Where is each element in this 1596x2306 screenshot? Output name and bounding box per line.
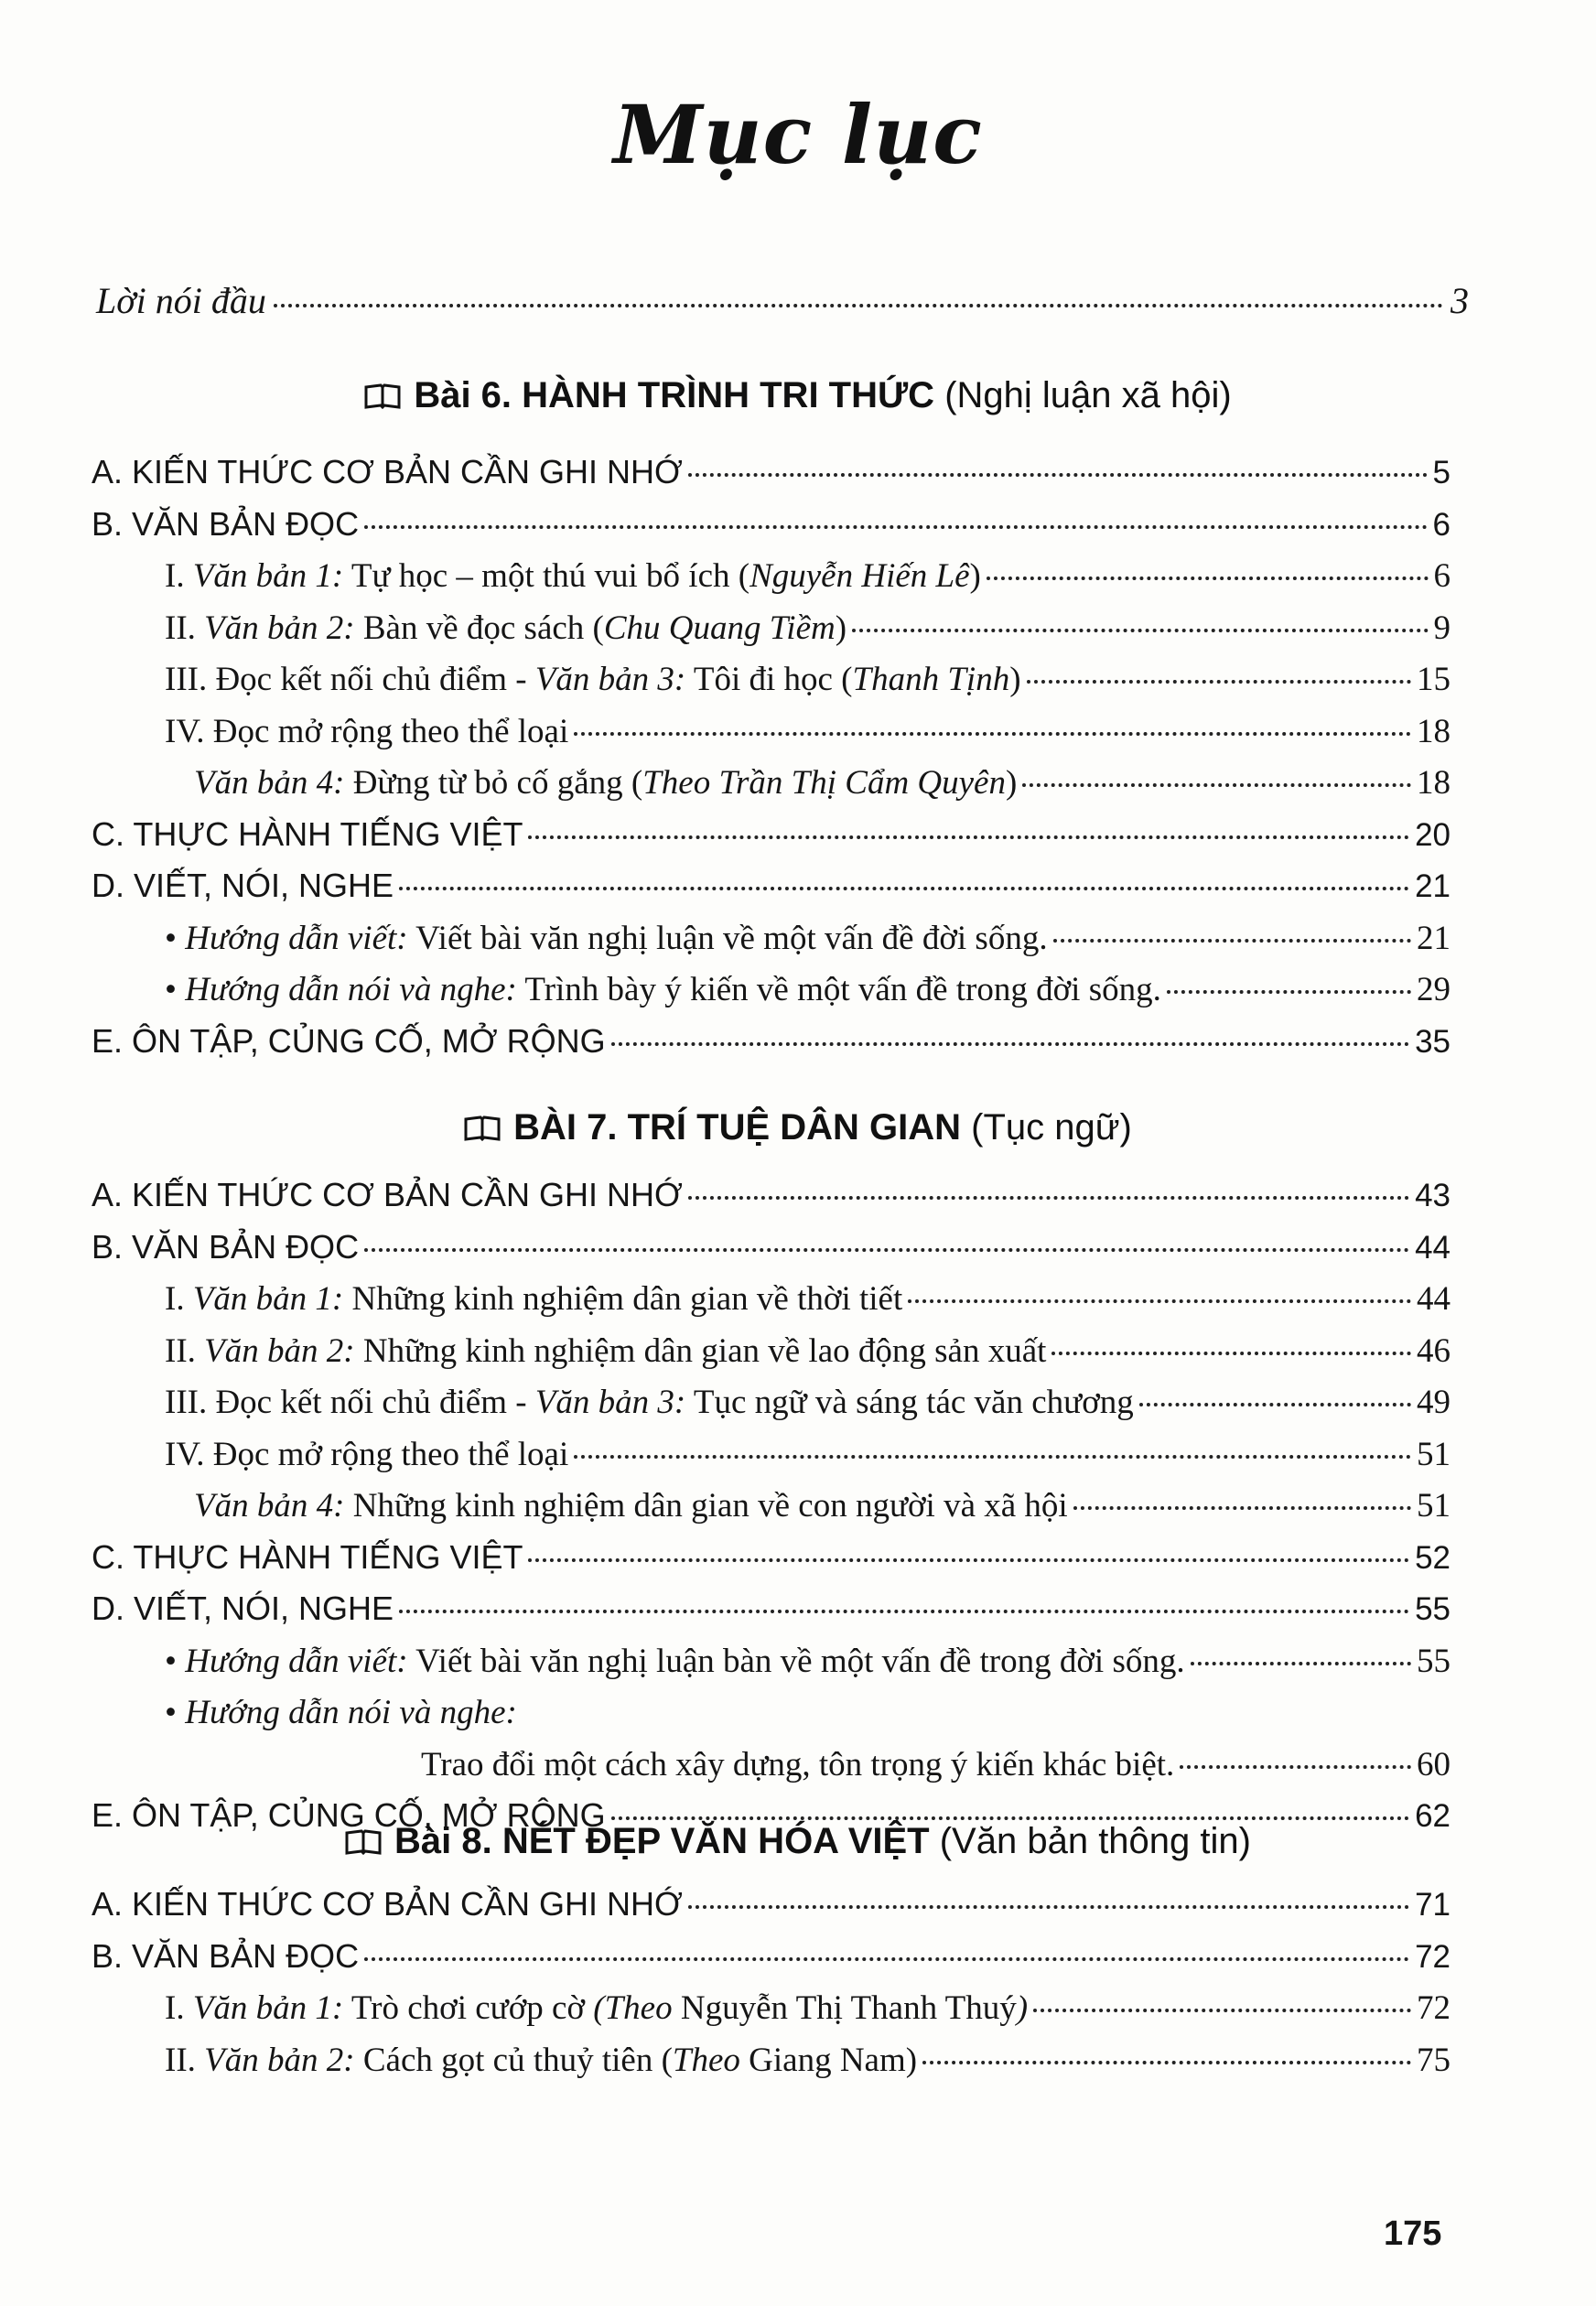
toc-entry-page: 71 xyxy=(1415,1887,1450,1923)
dot-leader xyxy=(987,576,1429,580)
entry-text-part: ) xyxy=(1009,661,1021,698)
entry-text-part: D. VIẾT, NÓI, NGHE xyxy=(92,867,394,904)
entry-text-part: ) xyxy=(835,609,847,647)
entry-text-part: Nguyễn Hiến Lê xyxy=(749,557,970,595)
toc-entry xyxy=(165,660,1450,704)
toc-entry xyxy=(165,970,1450,1014)
toc-entry-page: 21 xyxy=(1415,868,1450,904)
entry-text-part: ) xyxy=(1005,764,1018,802)
entry-text-part: Hướng dẫn viết: xyxy=(185,919,408,957)
entry-text-part: C. THỰC HÀNH TIẾNG VIỆT xyxy=(92,1537,523,1576)
entry-text-part: Nguyễn Thị Thanh Thuý xyxy=(672,1989,1017,2027)
toc-entry xyxy=(165,1383,1450,1427)
section-genre: (Tục ngữ) xyxy=(971,1107,1132,1148)
dot-leader xyxy=(908,1299,1411,1303)
toc-entry-text xyxy=(165,1331,1046,1371)
toc-entry-text xyxy=(92,1589,394,1628)
toc-entry xyxy=(165,1331,1450,1375)
dot-leader xyxy=(1033,2009,1411,2012)
toc-entry xyxy=(165,556,1450,600)
section-heading xyxy=(0,1107,1596,1148)
entry-text-part: A. KIẾN THỨC CƠ BẢN CẦN GHI NHỚ xyxy=(92,1176,683,1213)
entry-text-part: Hướng dẫn viết: xyxy=(185,1642,408,1680)
dot-leader xyxy=(852,629,1428,632)
entry-text-part: Những kinh nghiệm dân gian về thời tiết xyxy=(343,1280,903,1318)
toc-entry xyxy=(165,1279,1450,1323)
dot-leader xyxy=(364,525,1427,529)
toc-entry-text xyxy=(92,815,523,854)
toc-entry-text xyxy=(165,1435,568,1474)
toc-entry xyxy=(92,1176,1450,1220)
entry-text-part: E. ÔN TẬP, CỦNG CỐ, MỞ RỘNG xyxy=(92,1021,606,1060)
toc-entry-page: 51 xyxy=(1417,1487,1450,1525)
dot-leader xyxy=(922,2061,1411,2064)
toc-entry-page: 15 xyxy=(1417,661,1450,698)
entry-text-part: ) xyxy=(969,557,981,595)
entry-text-part: Tự học – một thú vui bổ ích ( xyxy=(343,557,750,595)
toc-entry-page: 18 xyxy=(1417,764,1450,802)
toc-entry xyxy=(165,1435,1450,1479)
toc-entry-text xyxy=(165,970,1161,1009)
entry-text-part: Văn bản 1: xyxy=(192,1989,344,2027)
entry-text-part: • xyxy=(165,1642,186,1680)
entry-text-part: B. VĂN BẢN ĐỌC xyxy=(92,1227,360,1266)
entry-text-part: Thanh Tịnh xyxy=(852,661,1010,698)
entry-text-part: Văn bản 3: xyxy=(534,661,686,698)
entry-text-part: (Theo xyxy=(593,1989,673,2027)
dot-leader xyxy=(1073,1506,1411,1510)
preface-page: 3 xyxy=(1450,280,1469,321)
entry-text-part: Văn bản 1: xyxy=(192,1280,344,1318)
toc-entry-page: 51 xyxy=(1417,1435,1450,1473)
toc-entry xyxy=(92,505,1450,549)
dot-leader xyxy=(364,1248,1409,1252)
entry-text-part: Văn bản 4: xyxy=(194,1487,345,1525)
toc-entry xyxy=(165,712,1450,756)
toc-entry-text xyxy=(165,712,568,751)
entry-text-part: Viết bài văn nghị luận bàn về một vấn đề trong đời sống. xyxy=(407,1642,1185,1680)
toc-entry-page: 6 xyxy=(1432,506,1450,543)
section-title: Bài 8. NÉT ĐẸP VĂN HÓA VIỆT xyxy=(394,1821,930,1861)
entry-text-part: D. VIẾT, NÓI, NGHE xyxy=(92,1589,394,1627)
entry-text-part: Tục ngữ và sáng tác văn chương xyxy=(685,1384,1134,1421)
entry-text-part: Những kinh nghiệm dân gian về con người và xã hội xyxy=(344,1487,1068,1525)
toc-entry-text xyxy=(92,1228,359,1266)
entry-text-part: Văn bản 2: xyxy=(204,2041,355,2079)
dot-leader xyxy=(1051,1352,1411,1355)
entry-text-part: Viết bài văn nghị luận về một vấn đề đời sống. xyxy=(407,919,1048,957)
entry-text-part: Hướng dẫn nói và nghe: xyxy=(185,1694,517,1731)
toc-entry-page: 9 xyxy=(1433,609,1450,647)
entry-text-part: A. KIẾN THỨC CƠ BẢN CẦN GHI NHỚ xyxy=(92,1885,683,1923)
entry-text-part: Văn bản 1: xyxy=(192,557,344,595)
section-title: BÀI 7. TRÍ TUỆ DÂN GIAN xyxy=(513,1107,962,1148)
toc-entry-text xyxy=(92,1022,606,1061)
dot-leader xyxy=(1191,1662,1411,1665)
toc-entry-page: 29 xyxy=(1417,971,1450,1008)
toc-entry-text xyxy=(165,1693,517,1732)
toc-entry xyxy=(92,1022,1450,1066)
toc-entry-page: 18 xyxy=(1417,712,1450,750)
dot-leader xyxy=(1180,1765,1411,1769)
dot-leader xyxy=(688,1905,1409,1909)
toc-entry-text xyxy=(92,1538,523,1577)
dot-leader xyxy=(274,304,1443,307)
dot-leader xyxy=(1139,1403,1411,1406)
dot-leader xyxy=(1027,680,1411,684)
dot-leader xyxy=(574,732,1411,736)
toc-entry-text xyxy=(165,919,1048,958)
toc-entry-text xyxy=(92,1176,683,1214)
toc-entry-text xyxy=(421,1745,1174,1784)
toc-entry-page: 72 xyxy=(1417,1989,1450,2027)
toc-entry-text xyxy=(92,1885,683,1923)
book-icon xyxy=(464,1109,501,1135)
toc-entry-page: 5 xyxy=(1432,455,1450,490)
toc-entry xyxy=(194,763,1450,807)
toc-entry xyxy=(92,815,1450,859)
toc-entry-page: 55 xyxy=(1417,1642,1450,1680)
dot-leader xyxy=(1022,783,1411,787)
entry-text-part: II. xyxy=(165,2041,205,2079)
toc-entry-page: 62 xyxy=(1415,1798,1450,1834)
toc-entry-page: 49 xyxy=(1417,1384,1450,1421)
toc-entry xyxy=(194,1486,1450,1530)
dot-leader xyxy=(611,1816,1409,1820)
entry-text-part: Giang Nam) xyxy=(739,2041,918,2079)
page-number: 175 xyxy=(1384,2214,1442,2253)
toc-entry-page: 46 xyxy=(1417,1331,1450,1370)
toc-entry xyxy=(165,1988,1450,2032)
toc-entry xyxy=(165,609,1450,652)
entry-text-part: Hướng dẫn nói và nghe: xyxy=(185,971,517,1008)
entry-text-part: C. THỰC HÀNH TIẾNG VIỆT xyxy=(92,814,523,853)
toc-entry-text xyxy=(92,505,359,544)
dot-leader xyxy=(688,473,1428,477)
book-icon xyxy=(364,377,401,403)
toc-entry xyxy=(92,453,1450,497)
toc-entry-text xyxy=(92,867,394,905)
entry-text-part: II. xyxy=(165,1331,205,1370)
toc-entry-page: 55 xyxy=(1415,1591,1450,1627)
toc-entry-page: 20 xyxy=(1415,816,1450,853)
entry-text-part: Theo Trần Thị Cẩm Quyên xyxy=(642,764,1006,802)
toc-entry-page: 43 xyxy=(1415,1178,1450,1213)
toc-entry-text xyxy=(165,2041,917,2080)
entry-text-part: Văn bản 3: xyxy=(534,1384,686,1421)
toc-entry xyxy=(92,1228,1450,1272)
toc-entry xyxy=(92,1538,1450,1582)
toc-entry-text xyxy=(165,1279,902,1319)
entry-text-part: Văn bản 4: xyxy=(194,764,345,802)
entry-text-part: III. Đọc kết nối chủ điểm - xyxy=(165,1384,535,1421)
toc-entry xyxy=(92,1885,1450,1929)
toc-entry-page: 52 xyxy=(1415,1539,1450,1576)
toc-entry-text xyxy=(194,1486,1068,1525)
dot-leader xyxy=(688,1196,1409,1200)
entry-text-part: • xyxy=(165,971,186,1008)
entry-text-part: Đừng từ bỏ cố gắng ( xyxy=(344,764,643,802)
section-heading xyxy=(0,1821,1596,1862)
entry-text-part: Những kinh nghiệm dân gian về lao động sản xuất xyxy=(354,1331,1047,1370)
toc-entry-text xyxy=(92,453,683,491)
page-title: Mục lục xyxy=(613,87,983,182)
toc-entry-text xyxy=(92,1937,359,1976)
entry-text-part: Văn bản 2: xyxy=(204,1331,355,1370)
entry-text-part: II. xyxy=(165,609,205,647)
entry-text-part: • xyxy=(165,919,186,957)
toc-entry xyxy=(92,867,1450,911)
section-genre: (Văn bản thông tin) xyxy=(939,1821,1251,1861)
toc-entry-page: 60 xyxy=(1417,1745,1450,1783)
toc-entry xyxy=(92,1589,1450,1633)
toc-entry-text xyxy=(165,660,1021,699)
dot-leader xyxy=(611,1042,1409,1046)
toc-entry-text xyxy=(165,1988,1028,2028)
toc-entry-page: 72 xyxy=(1415,1938,1450,1975)
entry-text-part: IV. Đọc mở rộng theo thể loại xyxy=(165,1435,569,1473)
section-heading xyxy=(0,375,1596,416)
toc-entry xyxy=(165,1642,1450,1686)
entry-text-part: • xyxy=(165,1694,186,1731)
toc-entry xyxy=(92,1937,1450,1981)
entry-text-part: Trò chơi cướp cờ xyxy=(343,1989,594,2027)
entry-text-part: E. ÔN TẬP, CỦNG CỐ, MỞ RỘNG xyxy=(92,1796,606,1834)
entry-text-part: I. xyxy=(165,1280,193,1318)
toc-entry xyxy=(165,1693,1450,1737)
entry-text-part: Trình bày ý kiến về một vấn đề trong đời sống. xyxy=(516,971,1161,1008)
dot-leader xyxy=(528,1558,1409,1562)
dot-leader xyxy=(1167,990,1411,994)
entry-text-part: B. VĂN BẢN ĐỌC xyxy=(92,1936,360,1975)
entry-text-part: I. xyxy=(165,1989,193,2027)
dot-leader xyxy=(528,835,1409,839)
toc-entry-page: 21 xyxy=(1417,919,1450,957)
entry-text-part: I. xyxy=(165,557,193,595)
toc-entry-page: 44 xyxy=(1415,1229,1450,1266)
dot-leader xyxy=(399,887,1409,890)
preface-label: Lời nói đầu xyxy=(96,280,266,321)
entry-text-part: A. KIẾN THỨC CƠ BẢN CẦN GHI NHỚ xyxy=(92,453,683,490)
book-icon xyxy=(345,1823,382,1848)
entry-text-part: Văn bản 2: xyxy=(204,609,355,647)
entry-text-part: ) xyxy=(1016,1989,1029,2027)
toc-entry-page: 35 xyxy=(1415,1023,1450,1060)
entry-text-part: Tôi đi học ( xyxy=(685,661,853,698)
toc-entry-text xyxy=(165,1383,1134,1422)
toc-entry-text xyxy=(165,609,847,648)
toc-entry-text xyxy=(165,556,981,596)
entry-text-part: IV. Đọc mở rộng theo thể loại xyxy=(165,712,569,750)
toc-entry xyxy=(165,2041,1450,2085)
dot-leader xyxy=(399,1610,1409,1613)
toc-entry xyxy=(421,1745,1450,1789)
entry-text-part: Cách gọt củ thuỷ tiên ( xyxy=(354,2041,673,2079)
dot-leader xyxy=(364,1957,1409,1961)
section-genre: (Nghị luận xã hội) xyxy=(944,375,1232,415)
section-title: Bài 6. HÀNH TRÌNH TRI THỨC xyxy=(414,375,935,415)
toc-entry-page: 6 xyxy=(1433,557,1450,595)
entry-text-part: B. VĂN BẢN ĐỌC xyxy=(92,504,360,543)
entry-text-part: Trao đổi một cách xây dựng, tôn trọng ý kiến khác biệt. xyxy=(421,1745,1175,1783)
entry-text-part: Chu Quang Tiềm xyxy=(603,609,836,647)
toc-entry-text xyxy=(194,763,1017,803)
toc-entry-preface xyxy=(96,279,1469,322)
entry-text-part: III. Đọc kết nối chủ điểm - xyxy=(165,661,535,698)
dot-leader xyxy=(574,1455,1411,1459)
toc-entry-page: 75 xyxy=(1417,2041,1450,2079)
entry-text-part: Bàn về đọc sách ( xyxy=(354,609,604,647)
dot-leader xyxy=(1053,939,1411,943)
entry-text-part: Theo xyxy=(672,2041,740,2079)
toc-entry-page: 44 xyxy=(1417,1280,1450,1318)
toc-entry-text xyxy=(165,1642,1185,1681)
toc-entry xyxy=(165,919,1450,963)
